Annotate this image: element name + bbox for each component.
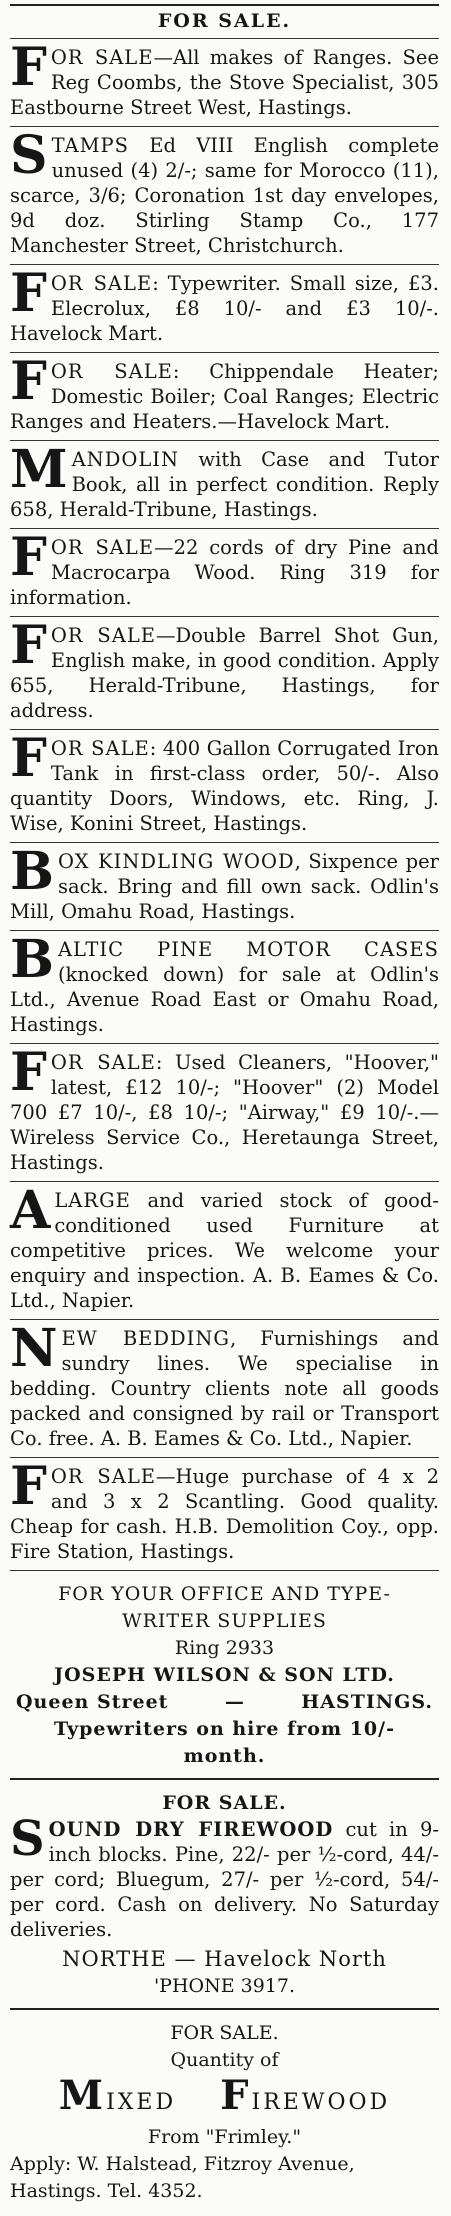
ad-dropcap: F — [10, 1042, 47, 1103]
firewood-phone: 'PHONE 3917. — [153, 1975, 296, 1997]
ad-lead: OR SALE — [50, 46, 154, 69]
firewood-body — [10, 1811, 440, 1946]
mixed-title — [10, 2072, 439, 2119]
office-firm: JOSEPH WILSON & SON LTD. — [54, 1664, 395, 1686]
mixed-word2 — [220, 2072, 391, 2119]
ad-lead: OR SALE — [50, 1051, 156, 1074]
ad-lead: OR SALE — [50, 536, 155, 559]
ad-dropcap: S — [10, 125, 48, 186]
firewood-ad — [10, 1780, 439, 2010]
office-street: Queen Street — [16, 1691, 169, 1713]
ad-text: —Huge purchase of 4 x 2 and 3 x 2 Scantling. Good quality. Cheap for cash. H.B. Demolition Coy., opp. Fire Station, Hastings. — [10, 1465, 439, 1563]
classified-ad — [10, 843, 439, 931]
ad-dropcap: M — [10, 439, 68, 500]
office-dash: — — [224, 1691, 245, 1713]
ad-lead: TAMPS — [51, 134, 130, 157]
mixed-from: From "Frimley." — [147, 2126, 302, 2148]
mixed-word2-rest: IREWOOD — [251, 2090, 391, 2115]
ad-text: , Furnishings and sundry lines. We specialise in bedding. Country clients note all goods packed and consigned by rail or Transport Co. free. A. B. Eames & Co. Ltd., Napier. — [10, 1327, 439, 1450]
ad-text: (knocked down) for sale at Odlin's Ltd., Avenue Road East or Omahu Road, Hastings. — [10, 963, 439, 1036]
ad-text: and varied stock of good-conditioned used Furniture at competitive prices. We welcome your enquiry and inspection. A. B. Eames & Co. Ltd., Napier. — [10, 1189, 439, 1312]
ad-dropcap: F — [10, 615, 47, 676]
firewood-dropcap: S — [10, 1811, 45, 1867]
ad-lead: LARGE — [54, 1189, 131, 1212]
office-town: HASTINGS. — [301, 1691, 433, 1713]
mixed-heading: FOR SALE. — [170, 2022, 279, 2044]
classified-ad — [10, 1182, 439, 1320]
classified-ad — [10, 931, 439, 1044]
classified-ad — [10, 265, 439, 353]
office-line1: FOR YOUR OFFICE AND TYPE- — [58, 1583, 391, 1605]
ad-dropcap: F — [10, 1456, 47, 1517]
classified-ad — [10, 1044, 439, 1182]
firewood-heading: FOR SALE. — [162, 1792, 287, 1814]
ad-dropcap: A — [10, 1180, 51, 1241]
ad-dropcap: F — [10, 351, 47, 412]
mixed-word1-cap: M — [58, 2072, 107, 2119]
ad-lead: ANDOLIN — [71, 448, 180, 471]
classified-ad — [10, 1320, 439, 1458]
ad-text: with Case and Tutor Book, all in perfect condition. Reply 658, Herald-Tribune, Hastings. — [10, 448, 439, 521]
section-title: FOR SALE. — [157, 10, 292, 32]
mixed-apply: Apply: W. Halstead, Fitzroy Avenue, Hastings. Tel. 4352. — [10, 2153, 355, 2202]
classified-ad — [10, 441, 439, 529]
ad-dropcap: N — [10, 1318, 58, 1379]
ad-lead: OR SALE — [50, 360, 173, 383]
ad-text: Ed VIII English complete unused (4) 2/-; same for Morocco (11), scarce, 3/6; Coronation 1st day envelopes, 9d doz. Stirling Stamp Co., 177 Manchester Street, Christchurch. — [10, 134, 439, 257]
office-ring: Ring 2933 — [174, 1637, 275, 1659]
ad-text: : Typewriter. Small size, £3. Elecrolux, £8 10/- and £3 10/-. Havelock Mart. — [10, 272, 439, 345]
office-hire: Typewriters on hire from 10/- month. — [54, 1718, 395, 1767]
ad-lead: OX KINDLING WOOD — [57, 850, 295, 873]
mixed-quantity: Quantity of — [170, 2049, 279, 2071]
ad-text: —All makes of Ranges. See Reg Coombs, the Stove Specialist, 305 Eastbourne Street West, Hastings. — [10, 46, 439, 119]
classified-ad — [10, 39, 439, 127]
mixed-word1 — [58, 2072, 177, 2119]
firewood-lead: OUND DRY FIREWOOD — [48, 1818, 334, 1841]
mixed-word2-cap: F — [220, 2072, 252, 2119]
office-address — [10, 1689, 439, 1716]
ad-dropcap: F — [10, 37, 47, 98]
classified-ad — [10, 529, 439, 617]
mixed-firewood-ad — [10, 2010, 439, 2213]
classified-ad — [10, 730, 439, 843]
firewood-seller: NORTHE — Havelock North — [62, 1947, 387, 1971]
ad-text: —Double Barrel Shot Gun, English make, in good condition. Apply 655, Herald-Tribune, Hastings, for address. — [10, 624, 439, 722]
office-supplies-ad — [10, 1571, 439, 1780]
ad-lead: EW BEDDING — [61, 1327, 231, 1350]
mixed-word1-rest: IXED — [106, 2090, 177, 2115]
classified-ad — [10, 127, 439, 265]
ad-text: : 400 Gallon Corrugated Iron Tank in first-class order, 50/-. Also quantity Doors, Windows, etc. Ring, J. Wise, Konini Street, Hastings. — [10, 737, 439, 835]
firewood-text: cut in 9-inch blocks. Pine, 22/- per ½-cord, 44/- per cord; Bluegum, 27/- per ½-cord, 54/- per cord. Cash on delivery. No Saturday deliveries. — [10, 1818, 440, 1941]
classified-ad — [10, 353, 439, 441]
ad-text: , Sixpence per sack. Bring and fill own sack. Odlin's Mill, Omahu Road, Hastings. — [10, 850, 439, 923]
ad-dropcap: F — [10, 527, 47, 588]
ad-lead: OR SALE — [50, 624, 157, 647]
ad-lead: OR SALE — [50, 737, 150, 760]
ad-text: : Chippendale Heater; Domestic Boiler; Coal Ranges; Electric Ranges and Heaters.—Havelock Mart. — [10, 360, 439, 433]
ad-lead: OR SALE — [50, 1465, 157, 1488]
ad-text: : Used Cleaners, "Hoover," latest, £12 10/-; "Hoover" (2) Model 700 £7 10/-, £8 10/-; "Airway," £9 10/-.—Wireless Service Co., Heretaunga Street, Hastings. — [10, 1051, 439, 1174]
ad-lead: ALTIC PINE MOTOR CASES — [57, 938, 439, 961]
ad-text: —22 cords of dry Pine and Macrocarpa Wood. Ring 319 for information. — [10, 536, 439, 609]
classified-ad — [10, 1458, 439, 1571]
office-line2: WRITER SUPPLIES — [122, 1610, 327, 1632]
ad-dropcap: F — [10, 263, 47, 324]
ads-list — [10, 39, 439, 1571]
ad-dropcap: B — [10, 929, 54, 990]
ad-dropcap: B — [10, 841, 54, 902]
ad-lead: OR SALE — [50, 272, 153, 295]
classified-ad — [10, 617, 439, 730]
ad-dropcap: F — [10, 728, 47, 789]
